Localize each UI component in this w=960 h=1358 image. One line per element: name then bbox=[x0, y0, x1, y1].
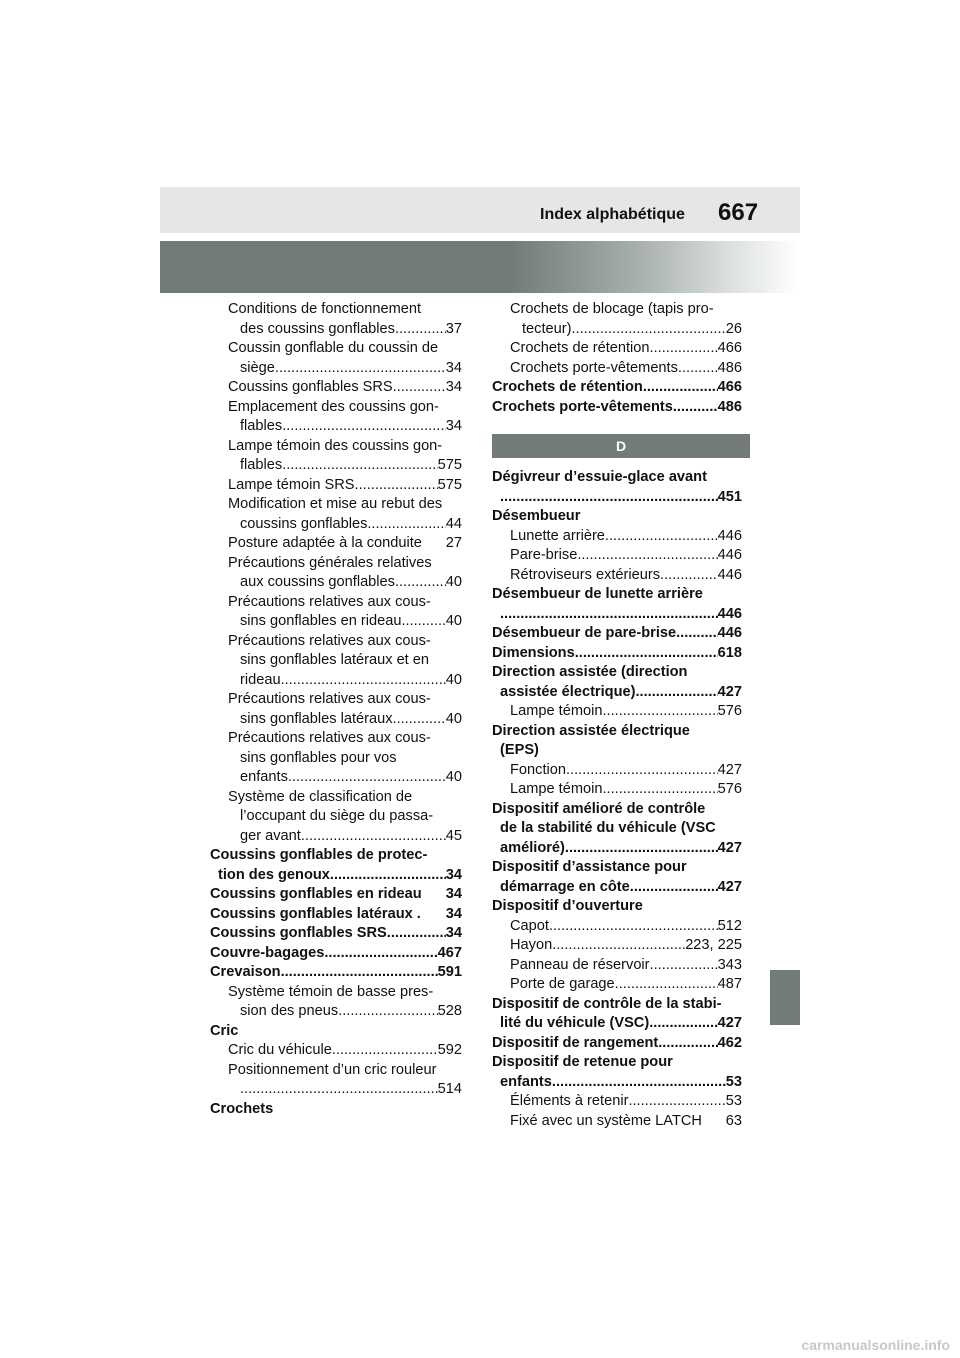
index-entry-text: Panneau de réservoir bbox=[510, 956, 650, 973]
index-entry bbox=[492, 320, 742, 340]
index-entry-text: de la stabilité du véhicule (VSC bbox=[500, 820, 716, 836]
index-entry-page: 63 bbox=[725, 1112, 742, 1129]
index-entry-text: coussins gonflables bbox=[240, 515, 368, 532]
index-entry bbox=[492, 663, 742, 683]
chapter-banner bbox=[160, 241, 800, 293]
index-entry-page: 34 bbox=[445, 379, 462, 395]
index-entry-page: 575 bbox=[437, 476, 462, 493]
index-entry-text: Cric du véhicule bbox=[228, 1042, 332, 1058]
dot-leader bbox=[552, 1073, 726, 1093]
index-entry bbox=[210, 534, 462, 554]
dot-leader bbox=[332, 1041, 438, 1061]
index-entry-text: Rétroviseurs extérieurs bbox=[510, 566, 661, 583]
dot-leader bbox=[401, 612, 445, 632]
index-entry bbox=[210, 359, 462, 379]
index-entry-text: (EPS) bbox=[500, 742, 539, 758]
index-entry-page: 462 bbox=[717, 1034, 742, 1051]
dot-leader bbox=[288, 768, 446, 788]
index-entry-text: Crevaison bbox=[210, 964, 281, 980]
index-entry-text: Dispositif de contrôle de la stabi- bbox=[492, 995, 722, 1012]
index-entry-text: Système de classification de bbox=[228, 788, 413, 805]
dot-leader bbox=[324, 944, 437, 964]
index-entry-page: 427 bbox=[717, 839, 742, 856]
index-entry bbox=[210, 320, 462, 340]
dot-leader bbox=[355, 476, 438, 496]
dot-leader bbox=[615, 975, 718, 995]
chapter-side-tab bbox=[770, 970, 800, 1025]
dot-leader bbox=[281, 963, 438, 983]
index-entry-page: 343 bbox=[717, 956, 742, 973]
index-entry-text: enfants bbox=[240, 769, 288, 785]
dot-leader bbox=[650, 956, 718, 976]
index-entry-text: Fixé avec un système LATCH bbox=[510, 1112, 702, 1129]
index-entry-text: amélioré) bbox=[500, 839, 565, 856]
page-section-title: Index alphabétique bbox=[540, 206, 685, 223]
index-entry-page: 427 bbox=[717, 761, 742, 778]
index-entry bbox=[492, 741, 742, 761]
dot-leader bbox=[500, 488, 718, 508]
index-entry-text: Direction assistée électrique bbox=[492, 722, 690, 739]
index-entry bbox=[492, 1034, 742, 1054]
index-entry-page: 53 bbox=[725, 1093, 742, 1109]
index-entry bbox=[492, 468, 742, 488]
index-entry bbox=[492, 956, 742, 976]
index-entry bbox=[492, 780, 742, 800]
index-entry bbox=[492, 975, 742, 995]
index-entry bbox=[492, 819, 742, 839]
index-entry bbox=[210, 749, 462, 769]
index-entry bbox=[210, 456, 462, 476]
index-entry-text: Précautions relatives aux cous- bbox=[228, 730, 431, 746]
index-entry-text: Système témoin de basse pres- bbox=[228, 983, 434, 1000]
index-entry bbox=[492, 897, 742, 917]
index-entry-text: Dégivreur d’essuie-glace avant bbox=[492, 469, 707, 485]
index-entry bbox=[210, 944, 462, 964]
index-entry-text: Précautions relatives aux cous- bbox=[228, 593, 431, 610]
dot-leader bbox=[660, 566, 718, 586]
dot-leader bbox=[702, 1112, 726, 1132]
index-entry bbox=[210, 651, 462, 671]
index-entry-page: 466 bbox=[717, 379, 742, 395]
index-entry-text: Couvre-bagages bbox=[210, 944, 325, 961]
index-entry-text: rideau bbox=[240, 671, 281, 688]
dot-leader bbox=[282, 456, 437, 476]
index-entry-page: 34 bbox=[445, 866, 462, 883]
index-entry-text: Crochets de blocage (tapis pro- bbox=[510, 301, 714, 317]
dot-leader bbox=[630, 878, 718, 898]
index-entry-page: 27 bbox=[445, 535, 462, 551]
index-entry bbox=[210, 1061, 462, 1081]
index-entry-text: Coussins gonflables en rideau bbox=[210, 886, 422, 902]
index-entry-text: lité du véhicule (VSC) bbox=[500, 1015, 650, 1031]
index-entry bbox=[210, 573, 462, 593]
index-entry bbox=[210, 963, 462, 983]
index-entry-page: 467 bbox=[437, 944, 462, 961]
index-entry bbox=[210, 983, 462, 1003]
dot-leader bbox=[395, 573, 446, 593]
index-entry bbox=[210, 378, 462, 398]
dot-leader bbox=[282, 417, 446, 437]
index-entry bbox=[492, 300, 742, 320]
index-entry bbox=[492, 546, 742, 566]
index-entry-text: Désembueur de pare-brise bbox=[492, 625, 677, 641]
index-entry-page: 576 bbox=[717, 781, 742, 797]
index-entry bbox=[210, 905, 462, 925]
dot-leader bbox=[602, 780, 717, 800]
index-entry-text: Lampe témoin SRS bbox=[228, 476, 355, 493]
index-entry-page: 427 bbox=[717, 1015, 742, 1031]
index-entry-text: Crochets de rétention bbox=[510, 340, 650, 356]
index-entry-text: Désembueur de lunette arrière bbox=[492, 586, 703, 602]
index-entry bbox=[492, 917, 742, 937]
index-entry bbox=[210, 924, 462, 944]
index-entry bbox=[210, 671, 462, 691]
dot-leader bbox=[338, 1002, 437, 1022]
index-entry bbox=[492, 339, 742, 359]
index-entry-page: 34 bbox=[445, 359, 462, 376]
index-column-right-top bbox=[492, 300, 742, 417]
dot-leader bbox=[301, 827, 446, 847]
index-entry bbox=[210, 515, 462, 535]
dot-leader bbox=[421, 905, 446, 925]
index-entry-text: Lampe témoin des coussins gon- bbox=[228, 437, 443, 454]
index-entry-text: Dispositif amélioré de contrôle bbox=[492, 800, 706, 817]
index-entry-text: des coussins gonflables bbox=[240, 320, 395, 337]
index-entry-text: Désembueur bbox=[492, 508, 581, 524]
index-entry-page: 446 bbox=[717, 547, 742, 563]
index-entry-page: 487 bbox=[717, 976, 742, 992]
dot-leader bbox=[422, 534, 446, 554]
index-entry-text: Modification et mise au rebut des bbox=[228, 496, 443, 512]
dot-leader bbox=[673, 398, 718, 418]
index-entry-page: 486 bbox=[717, 359, 742, 376]
index-entry-text: tion des genoux bbox=[218, 866, 330, 883]
index-entry-page: 53 bbox=[725, 1073, 742, 1090]
index-entry-page: 446 bbox=[717, 625, 742, 641]
index-entry-page: 446 bbox=[717, 605, 742, 622]
index-entry bbox=[492, 359, 742, 379]
index-entry-text: Crochets porte-vêtements bbox=[492, 398, 673, 415]
index-entry-text: Conditions de fonctionnement bbox=[228, 301, 422, 317]
dot-leader bbox=[649, 1014, 717, 1034]
dot-leader bbox=[628, 1092, 725, 1112]
index-entry bbox=[210, 1041, 462, 1061]
index-entry-page: 575 bbox=[437, 457, 462, 473]
index-entry bbox=[492, 585, 742, 605]
index-entry-text: Précautions relatives aux cous- bbox=[228, 632, 431, 649]
index-entry-text: Pare-brise bbox=[510, 547, 578, 563]
dot-leader bbox=[577, 546, 717, 566]
index-entry-page: 34 bbox=[445, 925, 462, 941]
index-entry bbox=[210, 768, 462, 788]
index-entry-text: Emplacement des coussins gon- bbox=[228, 398, 439, 415]
index-entry bbox=[210, 807, 462, 827]
index-entry bbox=[210, 788, 462, 808]
index-entry bbox=[492, 995, 742, 1015]
dot-leader bbox=[275, 359, 446, 379]
index-entry bbox=[492, 761, 742, 781]
index-entry-text: Coussins gonflables SRS bbox=[210, 925, 387, 941]
index-entry-text: Crochets porte-vêtements bbox=[510, 359, 678, 376]
index-entry bbox=[492, 858, 742, 878]
index-entry-page: 40 bbox=[445, 710, 462, 727]
index-entry-page: 618 bbox=[717, 644, 742, 661]
dot-leader bbox=[367, 515, 445, 535]
index-entry-text: Crochets bbox=[210, 1100, 274, 1117]
dot-leader bbox=[575, 644, 718, 664]
index-entry-page: 37 bbox=[445, 320, 462, 337]
dot-leader bbox=[676, 624, 718, 644]
index-entry bbox=[492, 507, 742, 527]
index-entry-page: 34 bbox=[445, 905, 462, 922]
index-entry-text: tecteur) bbox=[522, 320, 572, 337]
index-entry-page: 427 bbox=[717, 878, 742, 895]
index-entry-page: 446 bbox=[717, 527, 742, 544]
dot-leader bbox=[281, 671, 446, 691]
index-entry-text: sion des pneus bbox=[240, 1003, 339, 1019]
index-entry-text: Fonction bbox=[510, 761, 566, 778]
index-entry-text: démarrage en côte bbox=[500, 878, 630, 895]
dot-leader bbox=[422, 885, 446, 905]
index-column-right-bottom bbox=[492, 468, 742, 1131]
dot-leader bbox=[500, 605, 718, 625]
index-entry-text: Crochets de rétention bbox=[492, 379, 643, 395]
index-entry bbox=[210, 729, 462, 749]
index-entry bbox=[492, 624, 742, 644]
index-column-right bbox=[492, 300, 742, 1131]
index-entry bbox=[210, 339, 462, 359]
index-entry-page: 26 bbox=[725, 320, 742, 337]
index-entry bbox=[492, 1112, 742, 1132]
index-entry-page: 512 bbox=[717, 917, 742, 934]
index-entry-text: Dimensions bbox=[492, 644, 575, 661]
index-entry-text: assistée électrique) bbox=[500, 683, 636, 700]
index-entry bbox=[210, 827, 462, 847]
index-entry-text: Posture adaptée à la conduite bbox=[228, 535, 422, 551]
index-entry bbox=[210, 1080, 462, 1100]
index-entry-text: sins gonflables latéraux et en bbox=[240, 652, 430, 668]
index-entry bbox=[210, 476, 462, 496]
index-entry bbox=[210, 437, 462, 457]
index-entry bbox=[492, 1073, 742, 1093]
index-entry bbox=[210, 612, 462, 632]
index-entry bbox=[492, 878, 742, 898]
index-entry bbox=[492, 839, 742, 859]
dot-leader bbox=[552, 936, 685, 956]
index-entry bbox=[210, 495, 462, 515]
watermark-logo: carmanualsonline.info bbox=[801, 1337, 950, 1353]
index-entry-page: 40 bbox=[445, 671, 462, 688]
index-entry-text: sins gonflables latéraux bbox=[240, 710, 393, 727]
index-entry bbox=[210, 632, 462, 652]
index-entry bbox=[210, 690, 462, 710]
index-entry bbox=[492, 936, 742, 956]
index-entry bbox=[492, 722, 742, 742]
dot-leader bbox=[571, 320, 725, 340]
index-entry bbox=[492, 1053, 742, 1073]
dot-leader bbox=[330, 866, 446, 886]
index-entry bbox=[492, 644, 742, 664]
index-entry bbox=[210, 1100, 462, 1120]
index-entry bbox=[492, 1014, 742, 1034]
dot-leader bbox=[395, 320, 446, 340]
index-entry-text: Hayon bbox=[510, 937, 553, 953]
index-entry-text: Cric bbox=[210, 1022, 239, 1039]
index-entry-page: 40 bbox=[445, 613, 462, 629]
index-entry-text: aux coussins gonflables bbox=[240, 574, 395, 590]
index-entry-page: 528 bbox=[437, 1003, 462, 1019]
dot-leader bbox=[650, 339, 718, 359]
index-entry bbox=[492, 566, 742, 586]
index-entry-page: 591 bbox=[437, 964, 462, 980]
index-entry bbox=[492, 800, 742, 820]
index-entry bbox=[492, 488, 742, 508]
index-entry bbox=[210, 1002, 462, 1022]
dot-leader bbox=[393, 710, 446, 730]
index-entry-text: l’occupant du siège du passa- bbox=[240, 808, 434, 824]
index-entry-text: flables bbox=[240, 418, 283, 434]
index-entry bbox=[210, 1022, 462, 1042]
index-entry-text: Dispositif de retenue pour bbox=[492, 1054, 673, 1070]
index-entry-text: Coussins gonflables SRS bbox=[228, 379, 393, 395]
index-entry bbox=[210, 417, 462, 437]
index-entry-text: Éléments à retenir bbox=[510, 1093, 629, 1109]
index-entry-text: Coussins gonflables de protec- bbox=[210, 847, 428, 863]
index-entry-text: Direction assistée (direction bbox=[492, 664, 688, 680]
index-entry bbox=[210, 866, 462, 886]
dot-leader bbox=[549, 917, 718, 937]
index-entry-text: Lampe témoin bbox=[510, 781, 603, 797]
index-entry bbox=[210, 885, 462, 905]
index-entry-text: Coussin gonflable du coussin de bbox=[228, 340, 439, 356]
index-entry-page: 40 bbox=[445, 574, 462, 590]
index-entry-page: 44 bbox=[445, 515, 462, 532]
index-entry-page: 466 bbox=[717, 340, 742, 356]
index-entry-text: flables bbox=[240, 457, 283, 473]
index-entry bbox=[492, 702, 742, 722]
index-entry-page: 451 bbox=[717, 488, 742, 505]
index-entry bbox=[210, 300, 462, 320]
dot-leader bbox=[393, 378, 446, 398]
index-entry bbox=[492, 527, 742, 547]
index-entry-text: Dispositif d’ouverture bbox=[492, 898, 643, 914]
index-entry-text: Positionnement d’un cric rouleur bbox=[228, 1061, 437, 1078]
index-entry bbox=[210, 398, 462, 418]
index-entry-page: 45 bbox=[445, 827, 462, 844]
index-entry bbox=[492, 378, 742, 398]
index-entry-text: Dispositif d’assistance pour bbox=[492, 859, 687, 875]
index-entry-text: Porte de garage bbox=[510, 976, 615, 992]
index-entry bbox=[210, 710, 462, 730]
index-entry bbox=[210, 593, 462, 613]
dot-leader bbox=[643, 378, 718, 398]
index-column-left bbox=[210, 300, 462, 1119]
dot-leader bbox=[387, 924, 446, 944]
index-entry-text: sins gonflables pour vos bbox=[240, 749, 397, 766]
index-entry-text: Dispositif de rangement bbox=[492, 1034, 659, 1051]
dot-leader bbox=[602, 702, 717, 722]
index-entry bbox=[492, 1092, 742, 1112]
index-entry-text: sins gonflables en rideau bbox=[240, 613, 402, 629]
index-entry-text: enfants bbox=[500, 1073, 552, 1090]
index-entry-page: 40 bbox=[445, 769, 462, 785]
index-entry-text: Capot bbox=[510, 917, 549, 934]
index-entry-page: 486 bbox=[717, 398, 742, 415]
index-entry bbox=[210, 846, 462, 866]
index-entry-text: siège bbox=[240, 359, 275, 376]
dot-leader bbox=[565, 839, 718, 859]
index-entry-text: Lampe témoin bbox=[510, 703, 603, 719]
dot-leader bbox=[566, 761, 718, 781]
dot-leader bbox=[635, 683, 717, 703]
dot-leader bbox=[605, 527, 718, 547]
index-entry bbox=[492, 398, 742, 418]
header-bar bbox=[160, 187, 800, 233]
index-entry-text: ger avant bbox=[240, 827, 301, 844]
page-number: 667 bbox=[718, 199, 759, 226]
dot-leader bbox=[658, 1034, 717, 1054]
dot-leader bbox=[678, 359, 718, 379]
index-entry-page: 427 bbox=[717, 683, 742, 700]
index-entry-page: 34 bbox=[445, 886, 462, 902]
index-entry-page: 446 bbox=[717, 566, 742, 583]
index-entry-page: 514 bbox=[437, 1081, 462, 1097]
index-entry bbox=[492, 683, 742, 703]
index-entry-page: 223, 225 bbox=[685, 937, 742, 953]
index-entry-page: 592 bbox=[437, 1042, 462, 1058]
index-entry-text: Précautions générales relatives bbox=[228, 554, 432, 571]
index-entry-page: 576 bbox=[717, 703, 742, 719]
index-entry-text: Précautions relatives aux cous- bbox=[228, 691, 431, 707]
index-entry-page: 34 bbox=[445, 418, 462, 434]
dot-leader bbox=[240, 1080, 438, 1100]
index-entry bbox=[210, 554, 462, 574]
index-entry-text: Lunette arrière bbox=[510, 527, 605, 544]
section-header-d: D bbox=[492, 434, 750, 458]
index-entry-text: Coussins gonflables latéraux . bbox=[210, 905, 421, 922]
index-entry bbox=[492, 605, 742, 625]
